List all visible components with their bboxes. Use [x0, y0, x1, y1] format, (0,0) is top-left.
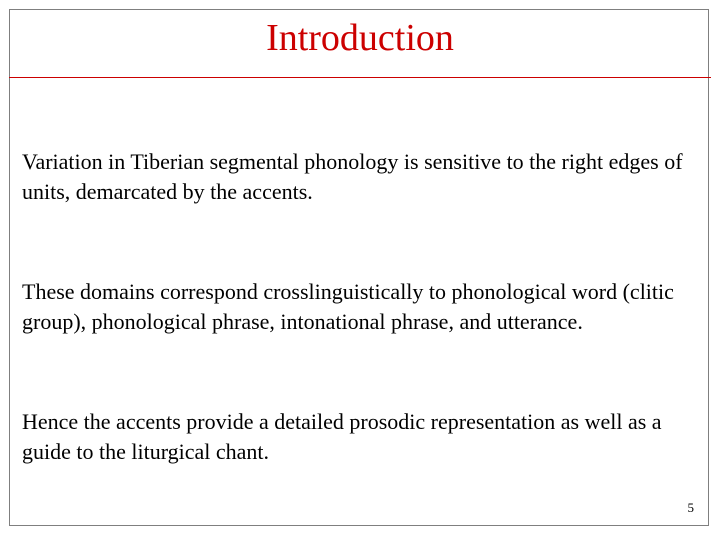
body-paragraph-2: These domains correspond crosslinguistically to phonological word (clitic group), phonological phrase, intonational phrase, and utterance. [22, 279, 674, 334]
slide-title: Introduction [266, 17, 454, 59]
title-divider [9, 77, 711, 78]
page-number: 5 [687, 500, 694, 515]
body-paragraph-1: Variation in Tiberian segmental phonology is sensitive to the right edges of units, demarcated by the accents. [22, 149, 683, 204]
body-paragraph-3: Hence the accents provide a detailed prosodic representation as well as a guide to the liturgical chant. [22, 409, 662, 464]
